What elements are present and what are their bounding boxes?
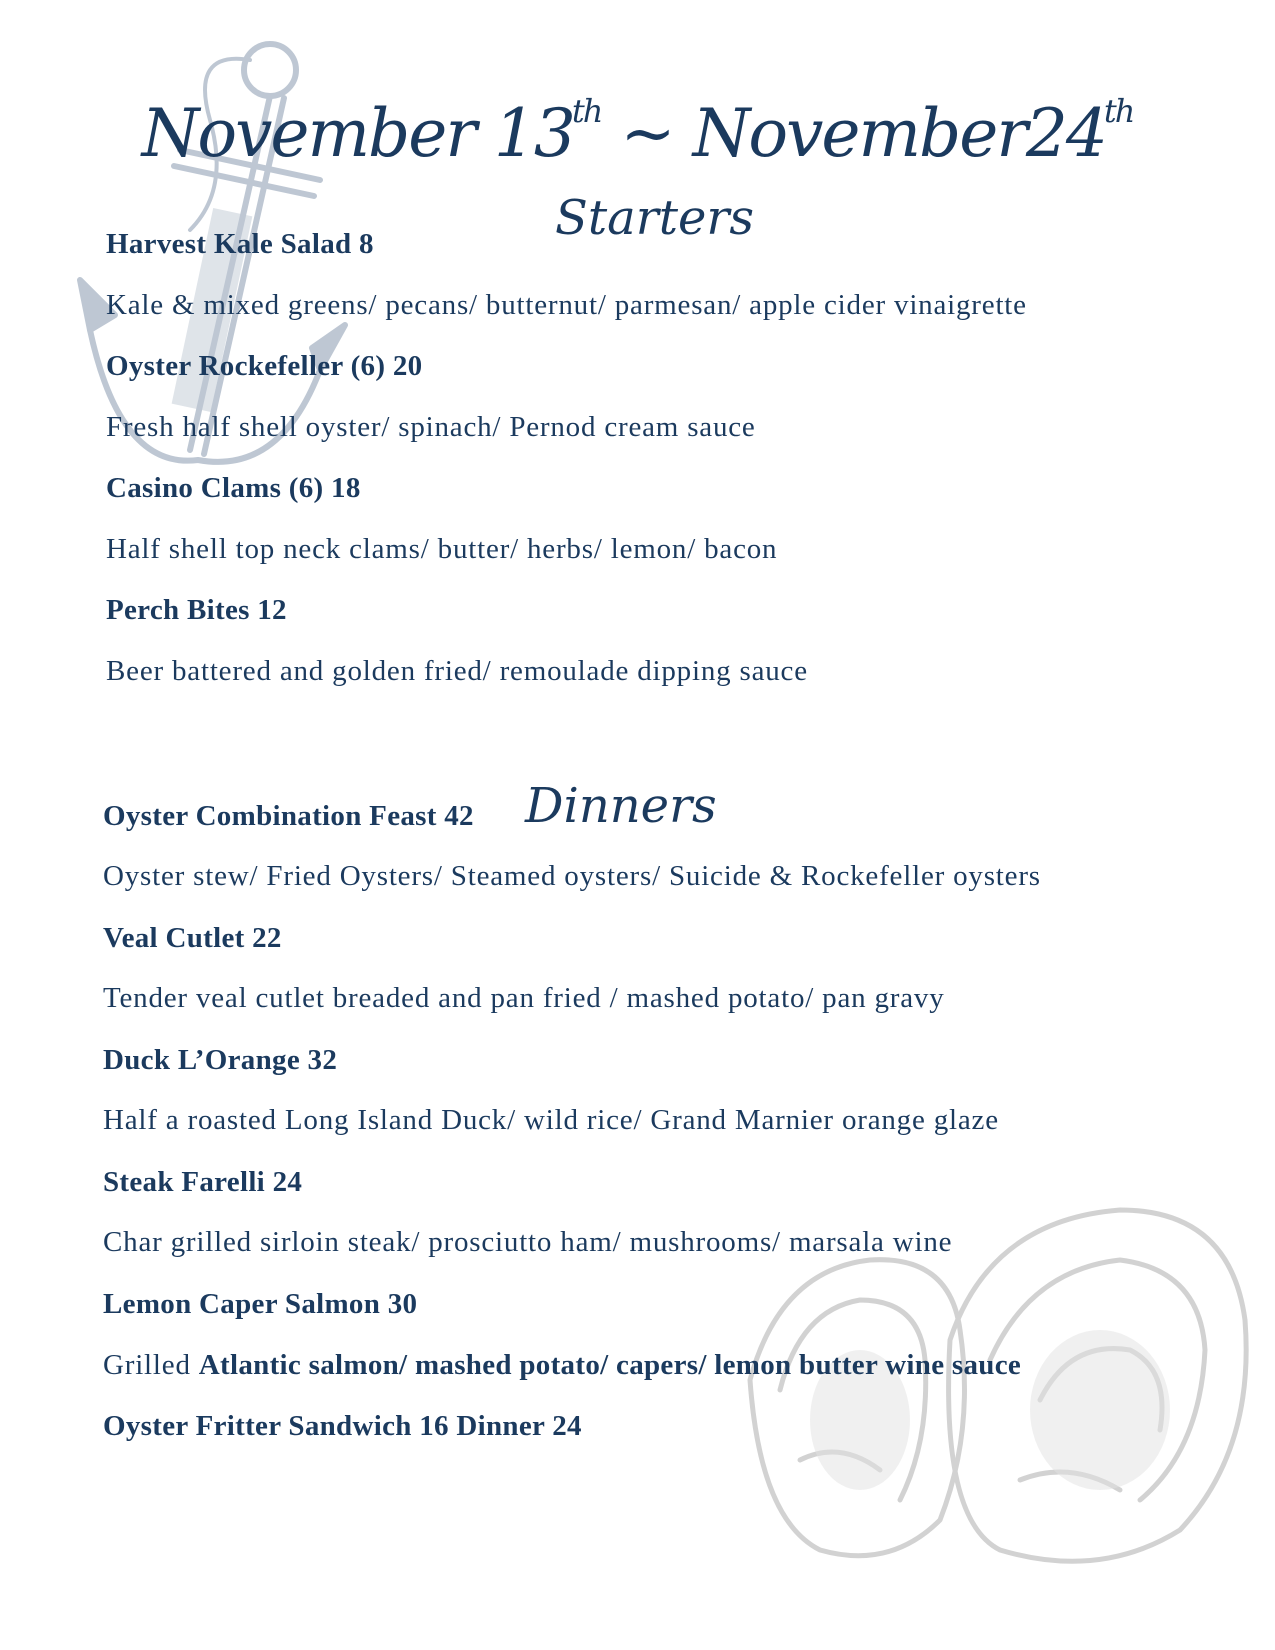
title-start-suffix: th [571, 92, 602, 130]
title-end-suffix: th [1103, 92, 1134, 130]
dinner-item-description: Oyster stew/ Fried Oysters/ Steamed oysters/ Suicide & Rockefeller oysters [103, 860, 1041, 892]
starter-item-name: Harvest Kale Salad 8 [106, 228, 374, 260]
dinner-item-name: Oyster Combination Feast 42 [103, 800, 474, 832]
dinner-item-name: Steak Farelli 24 [103, 1166, 303, 1198]
dinner-item-name: Oyster Fritter Sandwich 16 Dinner 24 [103, 1410, 582, 1442]
dinner-item-name: Lemon Caper Salmon 30 [103, 1288, 418, 1320]
description-plain-part: Grilled [103, 1349, 199, 1381]
dinner-item-description: Tender veal cutlet breaded and pan fried / mashed potato/ pan gravy [103, 982, 945, 1014]
title-start-date: November 13 [141, 95, 574, 172]
starter-item-name: Casino Clams (6) 18 [106, 472, 361, 504]
dinner-item-description: Half a roasted Long Island Duck/ wild rice/ Grand Marnier orange glaze [103, 1104, 999, 1136]
starter-item-description: Half shell top neck clams/ butter/ herbs/ lemon/ bacon [106, 533, 778, 565]
dinner-item-description: Char grilled sirloin steak/ prosciutto ham/ mushrooms/ marsala wine [103, 1226, 953, 1258]
starter-item-description: Beer battered and golden fried/ remoulade dipping sauce [106, 655, 808, 687]
starter-item-description: Kale & mixed greens/ pecans/ butternut/ parmesan/ apple cider vinaigrette [106, 289, 1027, 321]
dinner-item-description [103, 1349, 1021, 1382]
dinner-item-name: Veal Cutlet 22 [103, 922, 282, 954]
dinner-item-name: Duck L’Orange 32 [103, 1044, 338, 1076]
title-separator: ~ [620, 95, 674, 172]
title-end-date: November24 [692, 95, 1106, 172]
starters-heading: Starters [555, 190, 755, 246]
starter-item-name: Perch Bites 12 [106, 594, 287, 626]
starter-item-name: Oyster Rockefeller (6) 20 [106, 350, 423, 382]
description-bold-part: Atlantic salmon/ mashed potato/ capers/ lemon butter wine sauce [198, 1349, 1022, 1381]
dinners-heading: Dinners [525, 778, 717, 834]
starter-item-description: Fresh half shell oyster/ spinach/ Pernod cream sauce [106, 411, 756, 443]
